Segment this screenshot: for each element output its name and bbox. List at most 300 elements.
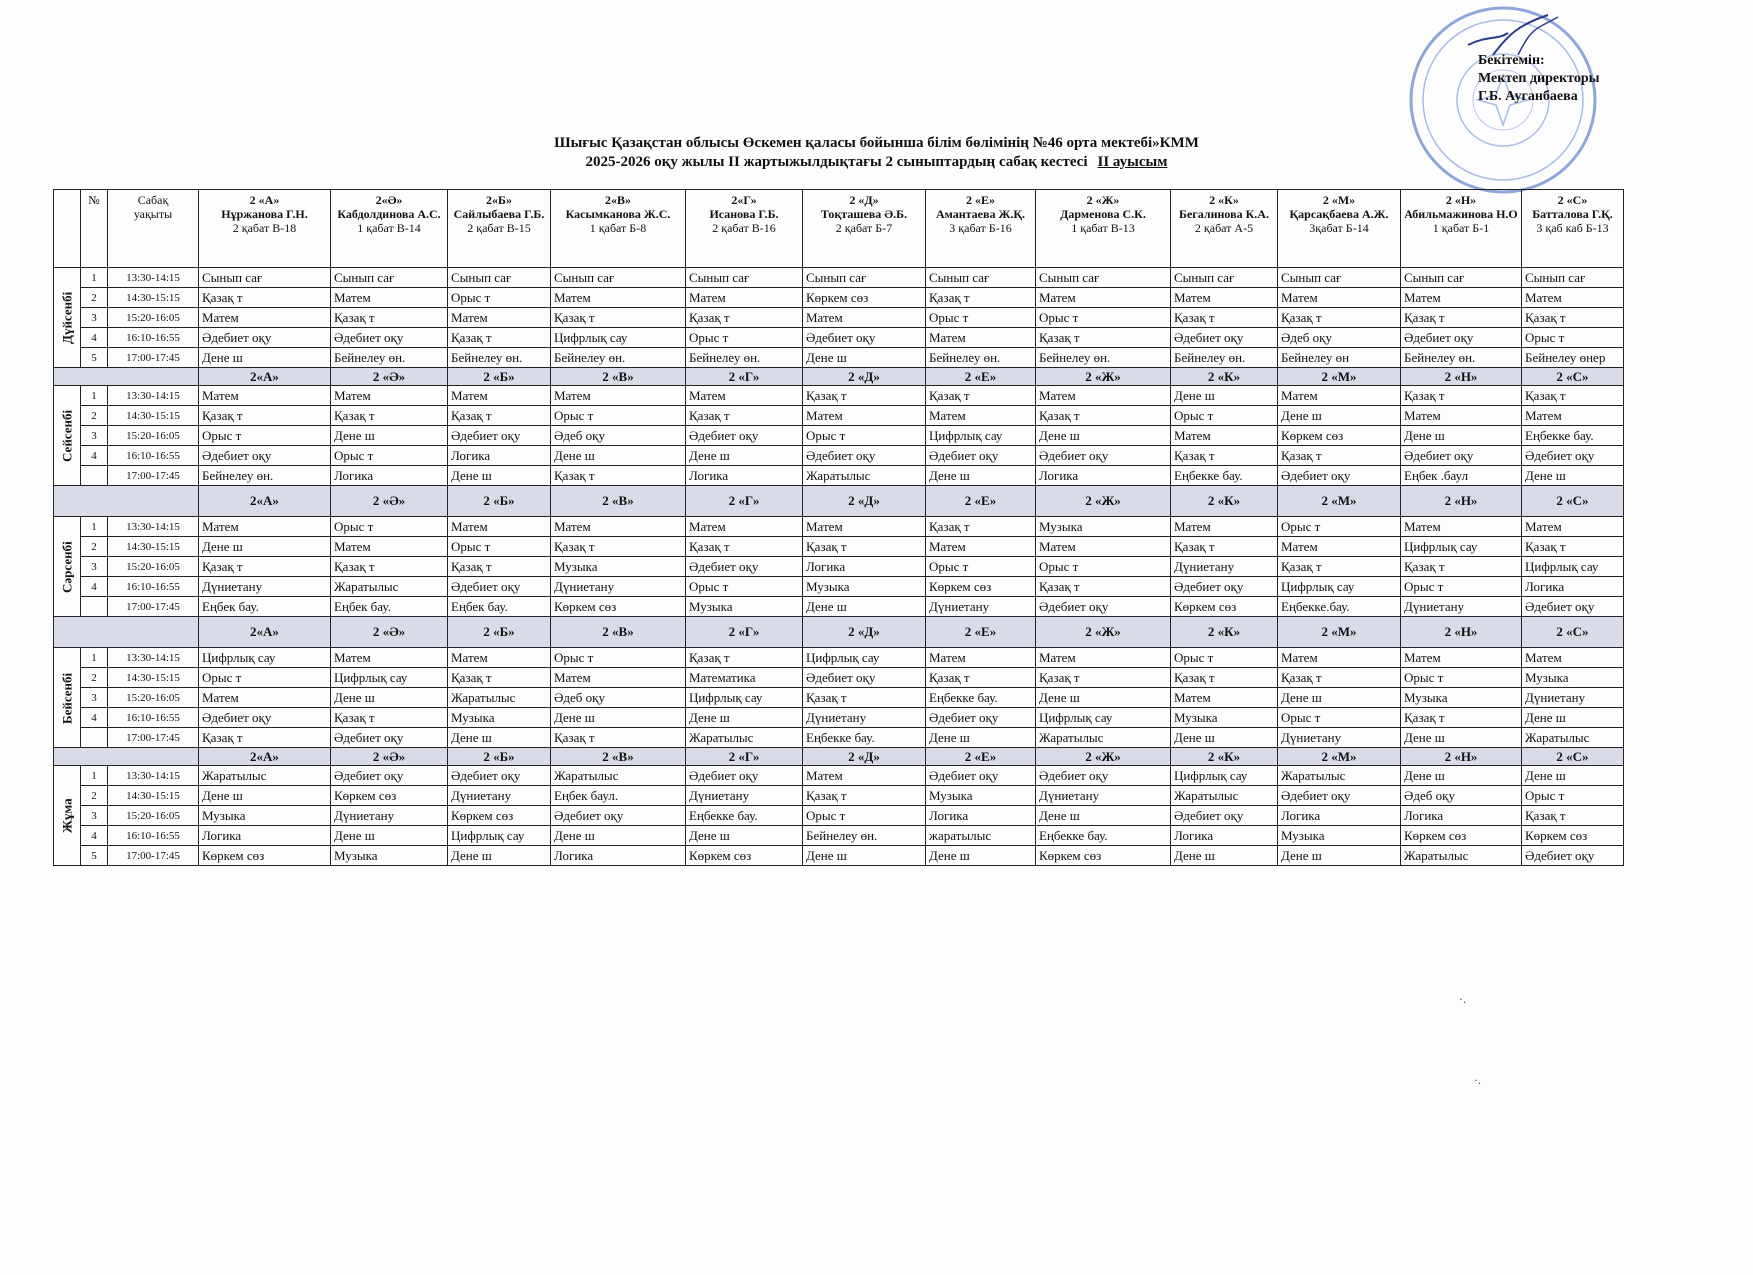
- subject-cell: Қазақ т: [199, 557, 331, 577]
- separator-class-label: 2 «Б»: [448, 486, 551, 517]
- subject-cell: Логика: [926, 806, 1036, 826]
- subject-cell: Қазақ т: [331, 557, 448, 577]
- subject-cell: Көркем сөз: [199, 846, 331, 866]
- subject-cell: Матем: [199, 517, 331, 537]
- subject-cell: Орыс т: [1171, 648, 1278, 668]
- subject-cell: Қазақ т: [803, 786, 926, 806]
- subject-cell: Жаратылыс: [1171, 786, 1278, 806]
- subject-cell: Сынып сағ: [331, 268, 448, 288]
- approval-line-2: Мектеп директоры: [1478, 71, 1600, 86]
- subject-cell: Музыка: [1036, 517, 1171, 537]
- lesson-row: [54, 806, 1624, 826]
- subject-cell: Цифрлық сау: [926, 426, 1036, 446]
- separator-class-label: 2 «Е»: [926, 748, 1036, 766]
- subject-cell: Матем: [1401, 406, 1522, 426]
- subject-cell: Сынып сағ: [926, 268, 1036, 288]
- separator-class-label: 2 «Н»: [1401, 617, 1522, 648]
- subject-cell: Қазақ т: [686, 406, 803, 426]
- subject-cell: Матем: [1036, 648, 1171, 668]
- class-separator-row: [54, 748, 1624, 766]
- subject-cell: Орыс т: [803, 806, 926, 826]
- subject-cell: Дене ш: [1278, 406, 1401, 426]
- teacher-name: Исанова Г.Б.: [709, 207, 779, 221]
- class-name: 2 «М»: [1322, 193, 1356, 207]
- subject-cell: Матем: [448, 517, 551, 537]
- subject-cell: Қазақ т: [199, 288, 331, 308]
- subject-cell: Дене ш: [1171, 728, 1278, 748]
- subject-cell: Сынып сағ: [1171, 268, 1278, 288]
- lesson-number: 3: [81, 426, 108, 446]
- subject-cell: Қазақ т: [1522, 308, 1624, 328]
- subject-cell: Бейнелеу өн: [1278, 348, 1401, 368]
- subject-cell: Жаратылыс: [1278, 766, 1401, 786]
- subject-cell: Әдебиет оқу: [686, 766, 803, 786]
- subject-cell: Матем: [551, 668, 686, 688]
- lesson-number: 1: [81, 648, 108, 668]
- day-name: Дүйсенбі: [54, 268, 81, 368]
- subject-cell: Қазақ т: [1036, 577, 1171, 597]
- subject-cell: Музыка: [1278, 826, 1401, 846]
- lesson-time: 17:00-17:45: [108, 348, 199, 368]
- class-header: [803, 190, 926, 268]
- subject-cell: Матем: [448, 386, 551, 406]
- subject-cell: Жаратылыс: [686, 728, 803, 748]
- subject-cell: Дене ш: [686, 826, 803, 846]
- subject-cell: Жаратылыс: [1522, 728, 1624, 748]
- separator-blank: [54, 486, 199, 517]
- subject-cell: Матем: [199, 386, 331, 406]
- subject-cell: Цифрлық сау: [803, 648, 926, 668]
- separator-class-label: 2 «Г»: [686, 486, 803, 517]
- subject-cell: Матем: [1278, 537, 1401, 557]
- class-header: [199, 190, 331, 268]
- subject-cell: Көркем сөз: [551, 597, 686, 617]
- subject-cell: Матем: [1036, 386, 1171, 406]
- subject-cell: Логика: [551, 846, 686, 866]
- subject-cell: Дүниетану: [1278, 728, 1401, 748]
- subject-cell: Әдебиет оқу: [686, 426, 803, 446]
- subject-cell: Қазақ т: [199, 406, 331, 426]
- lesson-number: 3: [81, 688, 108, 708]
- subject-cell: Матем: [331, 648, 448, 668]
- room: 3 қабат Б-16: [949, 221, 1012, 235]
- subject-cell: Көркем сөз: [1036, 846, 1171, 866]
- room: 2 қабат В-16: [712, 221, 776, 235]
- shift-label: II ауысым: [1097, 154, 1168, 170]
- room: 2 қабат В-15: [467, 221, 531, 235]
- class-name: 2 «К»: [1209, 193, 1239, 207]
- lesson-time: 16:10-16:55: [108, 708, 199, 728]
- subject-cell: Дүниетану: [448, 786, 551, 806]
- subject-cell: Бейнелеу өн.: [1036, 348, 1171, 368]
- lesson-number: 1: [81, 766, 108, 786]
- subject-cell: Музыка: [448, 708, 551, 728]
- subject-cell: Матем: [551, 288, 686, 308]
- subject-cell: Қазақ т: [1401, 557, 1522, 577]
- subject-cell: Логика: [1522, 577, 1624, 597]
- subject-cell: Қазақ т: [1171, 668, 1278, 688]
- separator-class-label: 2 «К»: [1171, 368, 1278, 386]
- subject-cell: Матем: [803, 308, 926, 328]
- class-header: [331, 190, 448, 268]
- subject-cell: Математика: [686, 668, 803, 688]
- day-name: Жұма: [54, 766, 81, 866]
- subject-cell: Цифрлық сау: [1036, 708, 1171, 728]
- subject-cell: Көркем сөз: [686, 846, 803, 866]
- subject-cell: Цифрлық сау: [1522, 557, 1624, 577]
- subject-cell: Еңбек .баул: [1401, 466, 1522, 486]
- separator-class-label: 2 «С»: [1522, 486, 1624, 517]
- subject-cell: Матем: [1171, 517, 1278, 537]
- subject-cell: Сынып сағ: [803, 268, 926, 288]
- subject-cell: Қазақ т: [1401, 386, 1522, 406]
- separator-class-label: 2 «С»: [1522, 748, 1624, 766]
- subject-cell: Қазақ т: [1171, 446, 1278, 466]
- subject-cell: Жаратылыс: [551, 766, 686, 786]
- subject-cell: Музыка: [331, 846, 448, 866]
- subject-cell: Бейнелеу өн.: [686, 348, 803, 368]
- lesson-time: 17:00-17:45: [108, 597, 199, 617]
- separator-class-label: 2 «М»: [1278, 748, 1401, 766]
- subject-cell: Әдебиет оқу: [1522, 846, 1624, 866]
- separator-class-label: 2 «М»: [1278, 368, 1401, 386]
- subject-cell: Жаратылыс: [331, 577, 448, 597]
- subject-cell: Дене ш: [1401, 728, 1522, 748]
- subject-cell: Әдеб оқу: [1401, 786, 1522, 806]
- subject-cell: Музыка: [686, 597, 803, 617]
- lesson-row: [54, 537, 1624, 557]
- subject-cell: Дүниетану: [1522, 688, 1624, 708]
- separator-class-label: 2 «М»: [1278, 617, 1401, 648]
- separator-class-label: 2«А»: [199, 368, 331, 386]
- subject-cell: Бейнелеу өн.: [1401, 348, 1522, 368]
- subject-cell: Дүниетану: [926, 597, 1036, 617]
- lesson-number: 2: [81, 288, 108, 308]
- teacher-name: Абильмажинова Н.О: [1404, 207, 1518, 221]
- subject-cell: Матем: [1171, 688, 1278, 708]
- separator-class-label: 2 «К»: [1171, 617, 1278, 648]
- room: 2 қабат Б-7: [835, 221, 893, 235]
- separator-class-label: 2 «Б»: [448, 368, 551, 386]
- subject-cell: Дене ш: [686, 446, 803, 466]
- subject-cell: Қазақ т: [551, 728, 686, 748]
- subject-cell: Еңбекке бау.: [686, 806, 803, 826]
- subject-cell: Дене ш: [926, 728, 1036, 748]
- class-name: 2 «Д»: [849, 193, 879, 207]
- subject-cell: Матем: [1036, 288, 1171, 308]
- subject-cell: Матем: [331, 288, 448, 308]
- subject-cell: Орыс т: [1401, 668, 1522, 688]
- lesson-number: 3: [81, 806, 108, 826]
- separator-class-label: 2 «Н»: [1401, 486, 1522, 517]
- subject-cell: Матем: [926, 648, 1036, 668]
- subject-cell: Орыс т: [551, 406, 686, 426]
- class-separator-row: [54, 486, 1624, 517]
- subject-cell: Дене ш: [1171, 846, 1278, 866]
- subject-cell: Сынып сағ: [1522, 268, 1624, 288]
- subject-cell: Дене ш: [448, 728, 551, 748]
- subject-cell: Дене ш: [331, 688, 448, 708]
- subject-cell: Бейнелеу өн.: [448, 348, 551, 368]
- lesson-number: 1: [81, 517, 108, 537]
- subject-cell: Логика: [803, 557, 926, 577]
- subject-cell: Орыс т: [1522, 786, 1624, 806]
- subject-cell: Цифрлық сау: [686, 688, 803, 708]
- subject-cell: Дүниетану: [199, 577, 331, 597]
- separator-class-label: 2 «Ә»: [331, 368, 448, 386]
- subject-cell: Қазақ т: [1522, 806, 1624, 826]
- lesson-number: 5: [81, 348, 108, 368]
- separator-class-label: 2«А»: [199, 617, 331, 648]
- lesson-row: [54, 597, 1624, 617]
- subject-cell: Логика: [1036, 466, 1171, 486]
- subject-cell: Орыс т: [1171, 406, 1278, 426]
- subject-cell: Музыка: [926, 786, 1036, 806]
- lesson-row: [54, 708, 1624, 728]
- subject-cell: Әдебиет оқу: [331, 766, 448, 786]
- subject-cell: Әдебиет оқу: [448, 426, 551, 446]
- separator-class-label: 2 «Д»: [803, 617, 926, 648]
- room: 2 қабат А-5: [1194, 221, 1254, 235]
- subject-cell: Цифрлық сау: [551, 328, 686, 348]
- subject-cell: Бейнелеу өн.: [803, 826, 926, 846]
- subject-cell: Қазақ т: [448, 328, 551, 348]
- subject-cell: Еңбекке.бау.: [1278, 597, 1401, 617]
- lesson-number: 4: [81, 446, 108, 466]
- subject-cell: Сынып сағ: [199, 268, 331, 288]
- subject-cell: Матем: [1522, 406, 1624, 426]
- subject-cell: Көркем сөз: [1278, 426, 1401, 446]
- lesson-row: [54, 328, 1624, 348]
- class-name: 2«В»: [604, 193, 631, 207]
- header-empty: [54, 190, 81, 268]
- separator-class-label: 2 «В»: [551, 486, 686, 517]
- subject-cell: Дүниетану: [1401, 597, 1522, 617]
- schedule-table: [53, 189, 1624, 866]
- subject-cell: Дене ш: [331, 426, 448, 446]
- subject-cell: Дене ш: [1401, 766, 1522, 786]
- separator-class-label: 2 «Г»: [686, 617, 803, 648]
- teacher-name: Дарменова С.К.: [1060, 207, 1146, 221]
- room: 1 қабат В-13: [1071, 221, 1135, 235]
- lesson-row: [54, 348, 1624, 368]
- lesson-time: 14:30-15:15: [108, 406, 199, 426]
- subject-cell: Әдебиет оқу: [1401, 446, 1522, 466]
- subject-cell: Жаратылыс: [1401, 846, 1522, 866]
- lesson-time: 13:30-14:15: [108, 648, 199, 668]
- lesson-row: [54, 688, 1624, 708]
- subject-cell: Орыс т: [686, 328, 803, 348]
- lesson-number: 4: [81, 577, 108, 597]
- lesson-time: 14:30-15:15: [108, 288, 199, 308]
- subject-cell: Матем: [199, 308, 331, 328]
- subject-cell: Матем: [803, 517, 926, 537]
- subject-cell: Матем: [1522, 288, 1624, 308]
- lesson-number: 3: [81, 557, 108, 577]
- lesson-number: 2: [81, 786, 108, 806]
- day-name: Бейсенбі: [54, 648, 81, 748]
- subject-cell: Еңбек бау.: [448, 597, 551, 617]
- subject-cell: Әдебиет оқу: [199, 328, 331, 348]
- lesson-row: [54, 648, 1624, 668]
- subject-cell: Қазақ т: [686, 537, 803, 557]
- header-time: [108, 190, 199, 268]
- subject-cell: Дене ш: [1278, 688, 1401, 708]
- document-title: [0, 134, 1753, 172]
- lesson-row: [54, 406, 1624, 426]
- subject-cell: Әдебиет оқу: [1036, 597, 1171, 617]
- subject-cell: Қазақ т: [926, 288, 1036, 308]
- separator-class-label: 2 «В»: [551, 617, 686, 648]
- separator-class-label: 2 «Б»: [448, 617, 551, 648]
- teacher-name: Амантаева Ж.Қ.: [935, 207, 1026, 221]
- lesson-number: 3: [81, 308, 108, 328]
- schedule-body: [54, 268, 1624, 866]
- subject-cell: Цифрлық сау: [1401, 537, 1522, 557]
- lesson-row: [54, 446, 1624, 466]
- subject-cell: Сынып сағ: [1036, 268, 1171, 288]
- subject-cell: Әдебиет оқу: [926, 708, 1036, 728]
- scan-mark: ·.: [1474, 1073, 1481, 1087]
- class-header: [926, 190, 1036, 268]
- lesson-time: 16:10-16:55: [108, 446, 199, 466]
- teacher-name: Бегалинова К.А.: [1179, 207, 1269, 221]
- header-number: №: [81, 190, 108, 268]
- lesson-number: 1: [81, 386, 108, 406]
- subject-cell: Дене ш: [199, 537, 331, 557]
- separator-class-label: 2 «Ж»: [1036, 368, 1171, 386]
- subject-cell: Матем: [199, 688, 331, 708]
- subject-cell: Дене ш: [199, 348, 331, 368]
- subject-cell: Дене ш: [1401, 426, 1522, 446]
- subject-cell: Музыка: [1171, 708, 1278, 728]
- subject-cell: Қазақ т: [551, 308, 686, 328]
- separator-class-label: 2 «К»: [1171, 486, 1278, 517]
- lesson-number: 5: [81, 846, 108, 866]
- subject-cell: Көркем сөз: [448, 806, 551, 826]
- room: 1 қабат Б-8: [589, 221, 647, 235]
- lesson-time: 14:30-15:15: [108, 786, 199, 806]
- lesson-row: [54, 766, 1624, 786]
- subject-cell: Музыка: [1401, 688, 1522, 708]
- lesson-time: 16:10-16:55: [108, 826, 199, 846]
- subject-cell: Дүниетану: [1036, 786, 1171, 806]
- subject-cell: Матем: [1522, 648, 1624, 668]
- separator-class-label: 2 «Г»: [686, 748, 803, 766]
- lesson-number: [81, 466, 108, 486]
- subject-cell: Матем: [1278, 648, 1401, 668]
- subject-cell: Бейнелеу өн.: [926, 348, 1036, 368]
- lesson-row: [54, 308, 1624, 328]
- subject-cell: Әдебиет оқу: [551, 806, 686, 826]
- subject-cell: Бейнелеу өн.: [1171, 348, 1278, 368]
- subject-cell: Орыс т: [1036, 557, 1171, 577]
- title-line-1: Шығыс Қазақстан облысы Өскемен қаласы бойынша білім бөлімінің №46 орта мектебі»КММ: [554, 135, 1199, 151]
- subject-cell: Дене ш: [1171, 386, 1278, 406]
- subject-cell: Дене ш: [331, 826, 448, 846]
- subject-cell: Матем: [1401, 648, 1522, 668]
- room: 1 қабат Б-1: [1432, 221, 1490, 235]
- lesson-row: [54, 577, 1624, 597]
- subject-cell: Орыс т: [1522, 328, 1624, 348]
- subject-cell: Орыс т: [331, 446, 448, 466]
- separator-class-label: 2 «В»: [551, 748, 686, 766]
- subject-cell: Жаратылыс: [803, 466, 926, 486]
- subject-cell: Орыс т: [1036, 308, 1171, 328]
- subject-cell: Логика: [686, 466, 803, 486]
- lesson-time: 16:10-16:55: [108, 577, 199, 597]
- subject-cell: Жаратылыс: [199, 766, 331, 786]
- subject-cell: Дене ш: [926, 466, 1036, 486]
- subject-cell: Қазақ т: [1171, 308, 1278, 328]
- subject-cell: Матем: [1278, 386, 1401, 406]
- subject-cell: Бейнелеу өнер: [1522, 348, 1624, 368]
- subject-cell: Матем: [1401, 517, 1522, 537]
- room: 3қабат Б-14: [1309, 221, 1369, 235]
- subject-cell: Орыс т: [926, 557, 1036, 577]
- subject-cell: Қазақ т: [448, 668, 551, 688]
- subject-cell: Сынып сағ: [448, 268, 551, 288]
- subject-cell: Матем: [551, 517, 686, 537]
- lesson-time: 16:10-16:55: [108, 328, 199, 348]
- lesson-row: [54, 668, 1624, 688]
- subject-cell: Дүниетану: [803, 708, 926, 728]
- subject-cell: Әдебиет оқу: [199, 708, 331, 728]
- subject-cell: Қазақ т: [1401, 308, 1522, 328]
- subject-cell: Қазақ т: [331, 308, 448, 328]
- header-time-line2: уақыты: [133, 207, 173, 221]
- subject-cell: Дене ш: [1522, 708, 1624, 728]
- subject-cell: Әдеб оқу: [551, 426, 686, 446]
- subject-cell: Матем: [1036, 537, 1171, 557]
- separator-class-label: 2 «К»: [1171, 748, 1278, 766]
- subject-cell: Қазақ т: [199, 728, 331, 748]
- class-header: [686, 190, 803, 268]
- subject-cell: Қазақ т: [448, 406, 551, 426]
- subject-cell: Матем: [331, 537, 448, 557]
- subject-cell: Қазақ т: [803, 386, 926, 406]
- subject-cell: Қазақ т: [926, 517, 1036, 537]
- subject-cell: Матем: [1278, 288, 1401, 308]
- subject-cell: Дене ш: [551, 826, 686, 846]
- subject-cell: Матем: [551, 386, 686, 406]
- class-header: [551, 190, 686, 268]
- lesson-time: 15:20-16:05: [108, 557, 199, 577]
- class-header: [1171, 190, 1278, 268]
- subject-cell: Логика: [1401, 806, 1522, 826]
- class-header: [1036, 190, 1171, 268]
- class-name: 2 «Н»: [1445, 193, 1477, 207]
- subject-cell: Қазақ т: [448, 557, 551, 577]
- subject-cell: Көркем сөз: [331, 786, 448, 806]
- subject-cell: Орыс т: [1278, 708, 1401, 728]
- separator-class-label: 2 «Д»: [803, 486, 926, 517]
- subject-cell: Еңбекке бау.: [1522, 426, 1624, 446]
- subject-cell: Әдебиет оқу: [448, 766, 551, 786]
- subject-cell: Еңбекке бау.: [1171, 466, 1278, 486]
- day-name: Сәрсенбі: [54, 517, 81, 617]
- subject-cell: Қазақ т: [1171, 537, 1278, 557]
- lesson-time: 13:30-14:15: [108, 268, 199, 288]
- separator-class-label: 2 «Ж»: [1036, 486, 1171, 517]
- subject-cell: Логика: [199, 826, 331, 846]
- lesson-number: 1: [81, 268, 108, 288]
- subject-cell: Логика: [1278, 806, 1401, 826]
- lesson-number: 2: [81, 406, 108, 426]
- separator-class-label: 2 «Г»: [686, 368, 803, 386]
- subject-cell: Цифрлық сау: [199, 648, 331, 668]
- subject-cell: Қазақ т: [1278, 557, 1401, 577]
